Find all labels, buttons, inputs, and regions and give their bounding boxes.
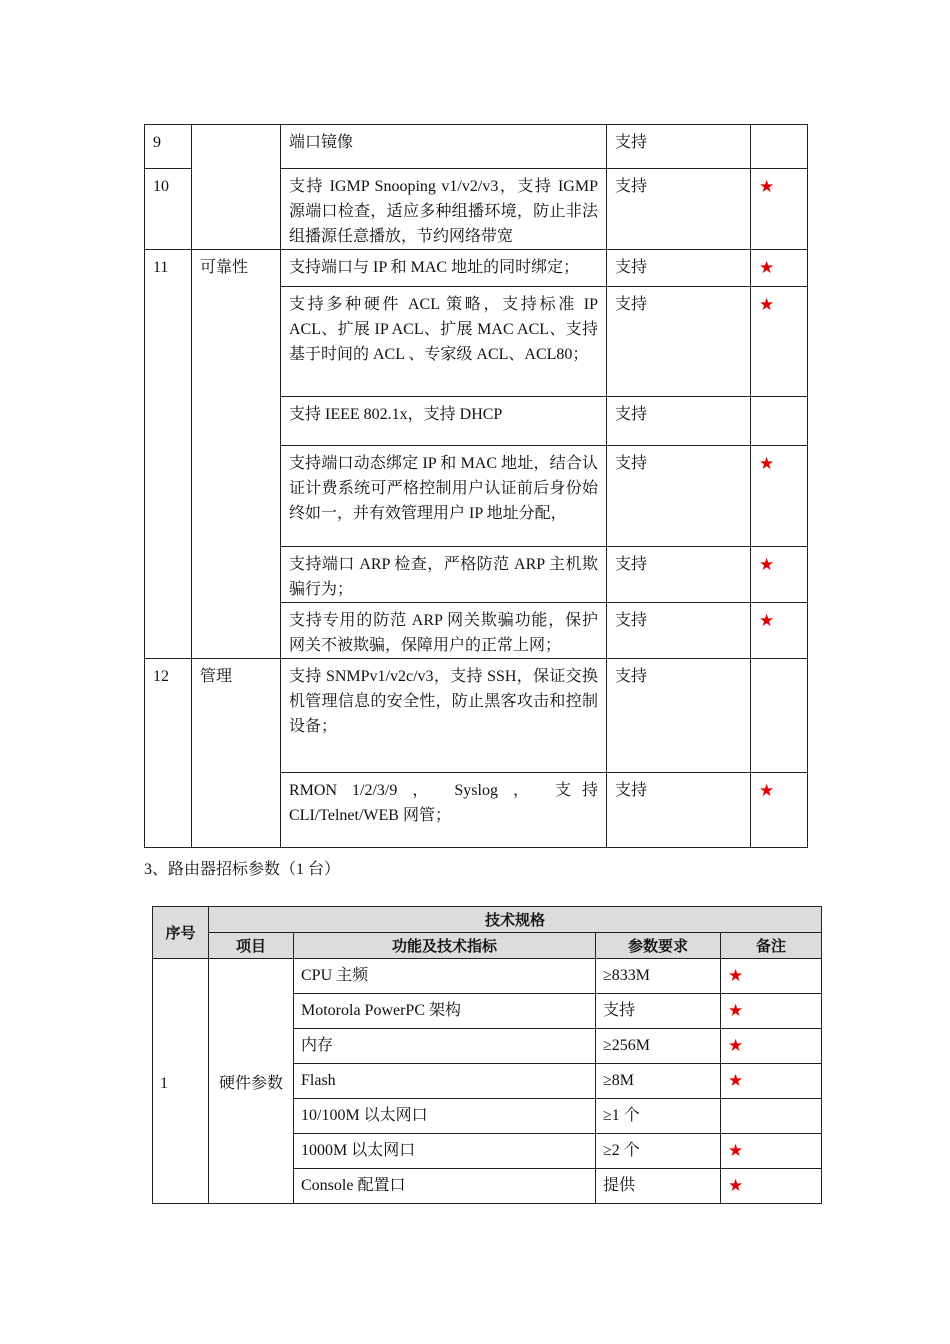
- feature-description: RMON 1/2/3/9 ， Syslog ， 支持 CLI/Telnet/WEB 网管；: [281, 773, 607, 848]
- table-row: [153, 959, 822, 994]
- requirement-value: 支持: [607, 547, 751, 603]
- table-row: [145, 125, 808, 169]
- feature-description: 支持 IEEE 802.1x，支持 DHCP: [281, 397, 607, 446]
- feature-description: 10/100M 以太网口: [294, 1099, 596, 1134]
- requirement-value: 支持: [607, 659, 751, 773]
- requirement-value: ≥1 个: [596, 1099, 721, 1134]
- item-category: 可靠性: [192, 250, 281, 659]
- feature-description: Motorola PowerPC 架构: [294, 994, 596, 1029]
- key-item-star: ★: [721, 1029, 822, 1064]
- item-category: [192, 125, 281, 250]
- key-item-star: ★: [751, 287, 808, 397]
- requirement-value: 支持: [607, 169, 751, 250]
- requirement-value: ≥256M: [596, 1029, 721, 1064]
- key-item-star: ★: [721, 1169, 822, 1204]
- feature-description: Flash: [294, 1064, 596, 1099]
- feature-description: 支持端口与 IP 和 MAC 地址的同时绑定；: [281, 250, 607, 287]
- feature-description: 支持专用的防范 ARP 网关欺骗功能，保护网关不被欺骗，保障用户的正常上网；: [281, 603, 607, 659]
- feature-description: 支持端口 ARP 检查，严格防范 ARP 主机欺骗行为；: [281, 547, 607, 603]
- requirement-value: ≥2 个: [596, 1134, 721, 1169]
- requirement-value: 支持: [596, 994, 721, 1029]
- router-spec-table: [152, 906, 822, 1204]
- table-row: [145, 250, 808, 287]
- header-row: [153, 933, 822, 959]
- feature-description: 支持多种硬件 ACL 策略，支持标准 IP ACL、扩展 IP ACL、扩展 MAC ACL、支持基于时间的 ACL 、专家级 ACL、ACL80；: [281, 287, 607, 397]
- requirement-value: 支持: [607, 603, 751, 659]
- key-item-star: ★: [751, 603, 808, 659]
- requirement-value: 提供: [596, 1169, 721, 1204]
- feature-description: 1000M 以太网口: [294, 1134, 596, 1169]
- requirement-value: 支持: [607, 287, 751, 397]
- key-item-star: [751, 397, 808, 446]
- key-item-star: ★: [721, 1134, 822, 1169]
- requirement-value: 支持: [607, 773, 751, 848]
- table-row: [145, 659, 808, 773]
- key-item-star: [721, 1099, 822, 1134]
- header-requirement: 参数要求: [596, 933, 721, 959]
- feature-description: 支持端口动态绑定 IP 和 MAC 地址，结合认证计费系统可严格控制用户认证前后身份始终如一，并有效管理用户 IP 地址分配，: [281, 446, 607, 547]
- feature-description: Console 配置口: [294, 1169, 596, 1204]
- header-row: [153, 907, 822, 933]
- row-number: 11: [145, 250, 192, 659]
- feature-description: CPU 主频: [294, 959, 596, 994]
- switch-spec-table: [144, 124, 808, 848]
- row-number: 9: [145, 125, 192, 169]
- row-number: 1: [153, 959, 209, 1204]
- key-item-star: ★: [721, 959, 822, 994]
- key-item-star: [751, 659, 808, 773]
- header-note: 备注: [721, 933, 822, 959]
- requirement-value: ≥8M: [596, 1064, 721, 1099]
- header-no: 序号: [153, 907, 209, 959]
- row-number: 12: [145, 659, 192, 848]
- feature-description: 支持 IGMP Snooping v1/v2/v3，支持 IGMP 源端口检查，适应多种组播环境，防止非法组播源任意播放，节约网络带宽: [281, 169, 607, 250]
- feature-description: 支持 SNMPv1/v2c/v3，支持 SSH，保证交换机管理信息的安全性，防止黑客攻击和控制设备；: [281, 659, 607, 773]
- key-item-star: ★: [751, 169, 808, 250]
- item-category: 管理: [192, 659, 281, 848]
- header-item: 项目: [209, 933, 294, 959]
- key-item-star: ★: [751, 773, 808, 848]
- requirement-value: 支持: [607, 397, 751, 446]
- key-item-star: ★: [751, 446, 808, 547]
- key-item-star: ★: [751, 547, 808, 603]
- key-item-star: ★: [721, 994, 822, 1029]
- section-heading: 3、路由器招标参数（1 台）: [144, 861, 341, 878]
- header-function: 功能及技术指标: [294, 933, 596, 959]
- header-spec: 技术规格: [209, 907, 822, 933]
- requirement-value: 支持: [607, 125, 751, 169]
- requirement-value: 支持: [607, 446, 751, 547]
- key-item-star: [751, 125, 808, 169]
- row-number: 10: [145, 169, 192, 250]
- key-item-star: ★: [721, 1064, 822, 1099]
- feature-description: 端口镜像: [281, 125, 607, 169]
- key-item-star: ★: [751, 250, 808, 287]
- item-category: 硬件参数: [209, 959, 294, 1204]
- feature-description: 内存: [294, 1029, 596, 1064]
- requirement-value: ≥833M: [596, 959, 721, 994]
- requirement-value: 支持: [607, 250, 751, 287]
